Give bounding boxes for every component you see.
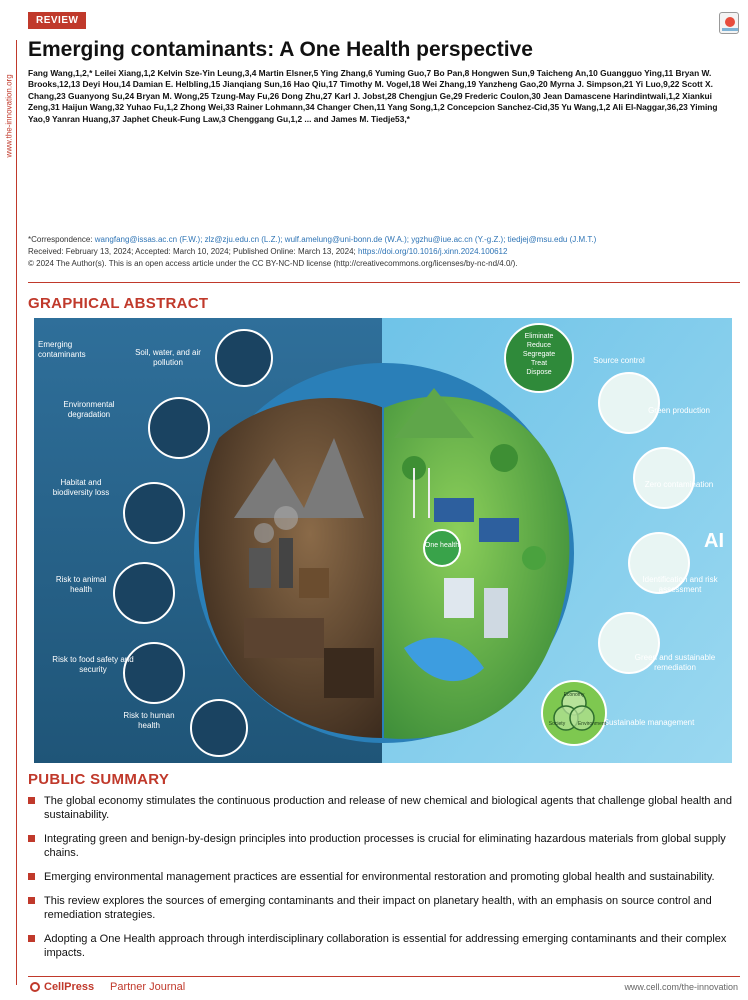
label-risk-assessment: Identification and risk assessment <box>642 575 718 594</box>
hierarchy-item: Reduce <box>526 342 552 349</box>
label-habitat-biodiversity: Habitat and biodiversity loss <box>52 478 110 497</box>
hierarchy-list <box>511 332 567 377</box>
doi-link[interactable]: https://doi.org/10.1016/j.xinn.2024.100612 <box>358 247 508 256</box>
bullet-icon <box>28 897 35 904</box>
side-rule <box>16 40 17 985</box>
ai-label: AI <box>704 530 724 552</box>
bullet-icon <box>28 873 35 880</box>
label-sustainable-management: Sustainable management <box>603 718 695 727</box>
correspondence-label: *Correspondence: <box>28 235 93 244</box>
public-summary-list <box>28 794 740 970</box>
label-green-production: Green production <box>648 406 710 415</box>
author-list: Fang Wang,1,2,* Leilei Xiang,1,2 Kelvin Sze-Yin Leung,3,4 Martin Elsner,5 Ying Zhang,6 Yuming Guo,7 Bo Pan,8 Hongwen Sun,9 Taicheng An,10 Guangguo Ying,11 Bryan W. Brooks,12,13 Deyi Hou,14 Damian E. Helbling,15 Jianqiang Sun,16 Hao Qiu,17 Timothy M. Vogel,18 Wei Zhang,19 Yanzheng Gao,20 Myrna J. Simpson,21 Yi Luo,9,22 Scott X. Chang,23 Guanyong Su,24 Bryan M. Wong,25 Tzung-May Fu,26 Dong Zhu,27 Karl J. Jobst,28 Chengjun Ge,29 Frederic Coulon,30 Jean Damascene Harindintwali,1,2 Xiankui Zeng,31 Haijun Wang,32 Yuhao Fu,1,2 Zhong Wei,33 Rainer Lohmann,34 Changer Chen,11 Yang Song,1,2 Concepcion Sanchez-Cid,35 Yu Wang,1,2 Ali El-Naggar,36,23 Yiming Yao,9 Yanran Huang,37 Japhet Cheuk-Fung Law,3 Chenggang Gu,1,2 ... and James M. Tiedje53,* <box>28 68 718 124</box>
partner-journal: Partner Journal <box>110 981 186 993</box>
label-pollution: Soil, water, and air pollution <box>135 348 201 367</box>
graphical-abstract-illustration <box>34 318 732 763</box>
summary-item: The global economy stimulates the continuous production and release of new chemical and biological agents that challenge global health and sustainability. <box>28 794 740 822</box>
summary-item: Emerging environmental management practices are essential for environmental restoration and promoting global health and sustainability. <box>28 870 740 884</box>
dates: Received: February 13, 2024; Accepted: March 10, 2024; Published Online: March 13, 2024; <box>28 247 356 256</box>
label-animal-health: Risk to animal health <box>55 575 107 594</box>
hierarchy-item: Treat <box>530 360 548 367</box>
review-tag: REVIEW <box>28 12 86 29</box>
article-title: Emerging contaminants: A One Health perspective <box>28 38 533 61</box>
correspondence-emails[interactable]: wangfang@issas.ac.cn (F.W.); zlz@zju.edu.cn (L.Z.); wulf.amelung@uni-bonn.de (W.A.); ygzhu@iue.ac.cn (Y.-g.Z.); tiedjej@msu.edu (J.M.T.) <box>94 235 597 244</box>
public-summary-heading: PUBLIC SUMMARY <box>28 771 170 788</box>
hierarchy-item: Segregate <box>522 351 556 358</box>
bullet-icon <box>28 835 35 842</box>
summary-item: Adopting a One Health approach through interdisciplinary collaboration is essential for addressing emerging contaminants and their complex impacts. <box>28 932 740 960</box>
footer-url[interactable]: www.cell.com/the-innovation <box>624 982 738 992</box>
graphical-abstract <box>34 318 732 763</box>
graphical-abstract-heading: GRAPHICAL ABSTRACT <box>28 295 209 312</box>
divider <box>28 282 740 283</box>
summary-item: Integrating green and benign-by-design principles into production processes is crucial for eliminating hazardous materials from global supply chains. <box>28 832 740 860</box>
venn-environment: Environment <box>577 721 607 727</box>
label-green-remediation: Green and sustainable remediation <box>634 653 716 672</box>
one-health-label: One health <box>424 542 460 549</box>
side-url[interactable]: www.the-innovation.org <box>4 74 14 158</box>
footer-divider <box>28 976 740 977</box>
hierarchy-item: Eliminate <box>524 333 554 340</box>
label-food-safety: Risk to food safety and security <box>52 655 134 674</box>
cellpress-brand[interactable]: CellPress <box>44 981 95 993</box>
cellpress-logo-icon <box>30 982 40 992</box>
venn-society: Society <box>548 721 566 727</box>
bullet-icon <box>28 935 35 942</box>
summary-item: This review explores the sources of emerging contaminants and their impact on planetary health, with an emphasis on source control and remediation strategies. <box>28 894 740 922</box>
bullet-icon <box>28 797 35 804</box>
label-source-control: Source control <box>593 356 645 365</box>
label-zero-contamination: Zero contamination <box>644 480 714 489</box>
article-meta <box>28 234 740 270</box>
license: © 2024 The Author(s). This is an open access article under the CC BY-NC-ND license (http://creativecommons.org/licenses/by-nc-nd/4.0/). <box>28 259 518 268</box>
label-environmental-degradation: Environmental degradation <box>63 400 115 419</box>
label-emerging-contaminants: Emerging contaminants <box>38 340 86 359</box>
label-human-health: Risk to human health <box>123 711 175 730</box>
check-for-updates-icon[interactable] <box>719 12 739 34</box>
hierarchy-item: Dispose <box>526 369 552 376</box>
venn-economy: Economy <box>563 692 585 698</box>
